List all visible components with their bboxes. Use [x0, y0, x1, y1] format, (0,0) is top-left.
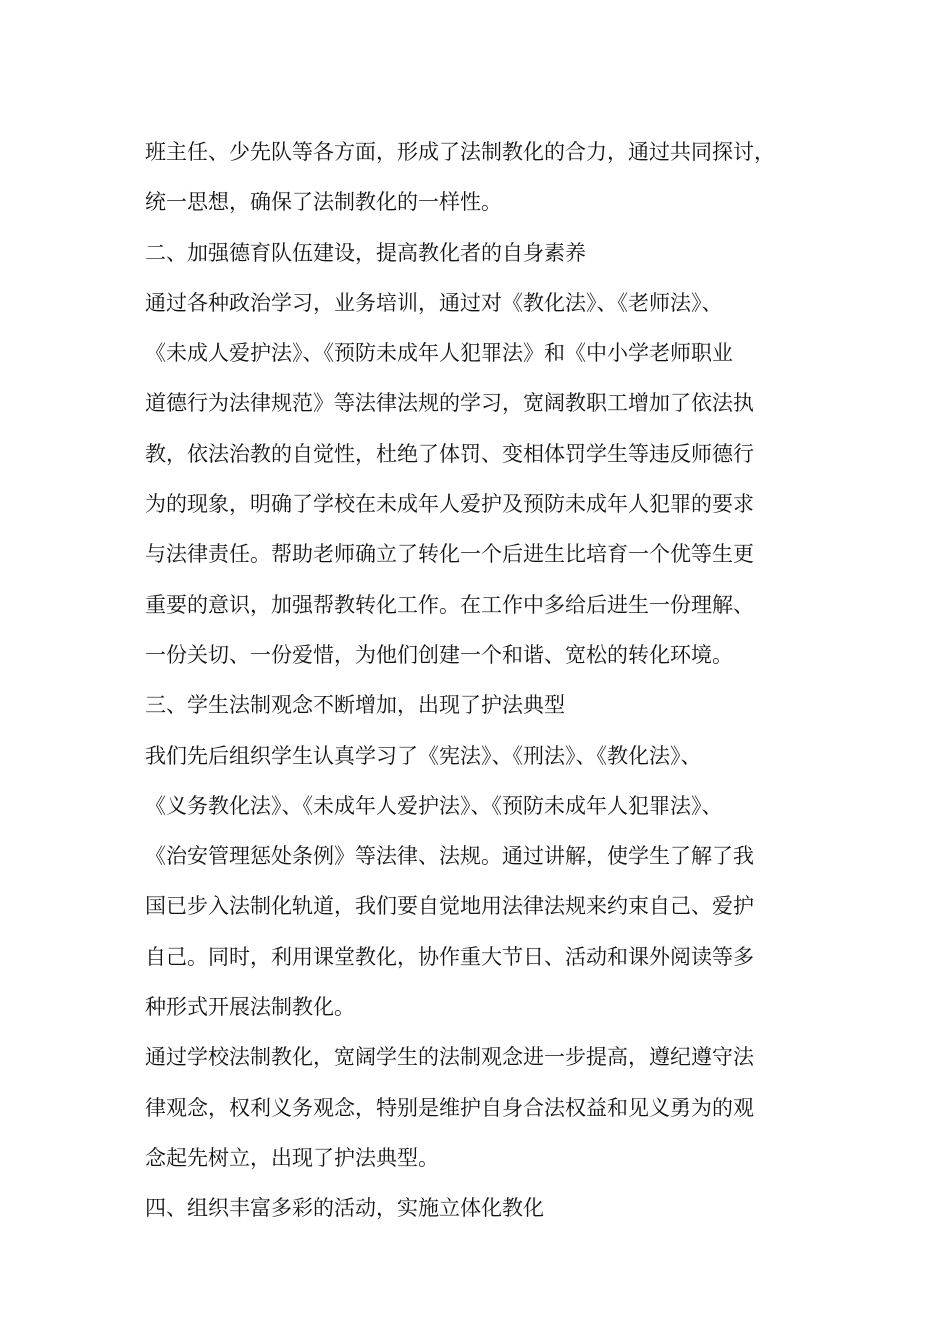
body-line: 念起先树立，出现了护法典型。	[145, 1145, 439, 1170]
body-line: 教，依法治教的自觉性，杜绝了体罚、变相体罚学生等违反师德行	[145, 441, 754, 466]
body-line: 我们先后组织学生认真学习了《宪法》、《刑法》、《教化法》、	[145, 743, 702, 768]
body-line: 重要的意识，加强帮教转化工作。在工作中多给后进生一份理解、	[145, 592, 754, 617]
body-line: 班主任、少先队等各方面，形成了法制教化的合力，通过共同探讨，	[145, 140, 775, 164]
body-line: 与法律责任。帮助老师确立了转化一个后进生比培育一个优等生更	[145, 542, 754, 567]
body-line: 为的现象，明确了学校在未成年人爱护及预防未成年人犯罪的要求	[145, 492, 754, 517]
body-line: 《治安管理惩处条例》等法律、法规。通过讲解，使学生了解了我	[145, 844, 754, 869]
document-body	[145, 127, 835, 1234]
body-line: 统一思想，确保了法制教化的一样性。	[145, 190, 502, 215]
section-heading: 四、组织丰富多彩的活动，实施立体化教化	[145, 1196, 544, 1221]
body-line: 通过学校法制教化，宽阔学生的法制观念进一步提高，遵纪遵守法	[145, 1045, 754, 1070]
body-line: 国已步入法制化轨道，我们要自觉地用法律法规来约束自己、爱护	[145, 894, 754, 919]
body-line: 《义务教化法》、《未成年人爱护法》、《预防未成年人犯罪法》、	[145, 793, 723, 818]
section-heading: 三、学生法制观念不断增加，出现了护法典型	[145, 693, 565, 718]
body-line: 《未成人爱护法》、《预防未成年人犯罪法》和《中小学老师职业	[145, 341, 733, 366]
body-line: 通过各种政治学习，业务培训，通过对《教化法》、《老师法》、	[145, 290, 723, 315]
body-line: 律观念，权利义务观念，特别是维护自身合法权益和见义勇为的观	[145, 1095, 754, 1120]
body-line: 自己。同时，利用课堂教化，协作重大节日、活动和课外阅读等多	[145, 944, 754, 969]
body-line: 种形式开展法制教化。	[145, 995, 355, 1020]
body-line: 道德行为法律规范》等法律法规的学习，宽阔教职工增加了依法执	[145, 391, 754, 416]
section-heading: 二、加强德育队伍建设，提高教化者的自身素养	[145, 240, 586, 265]
body-line: 一份关切、一份爱惜，为他们创建一个和谐、宽松的转化环境。	[145, 642, 733, 667]
